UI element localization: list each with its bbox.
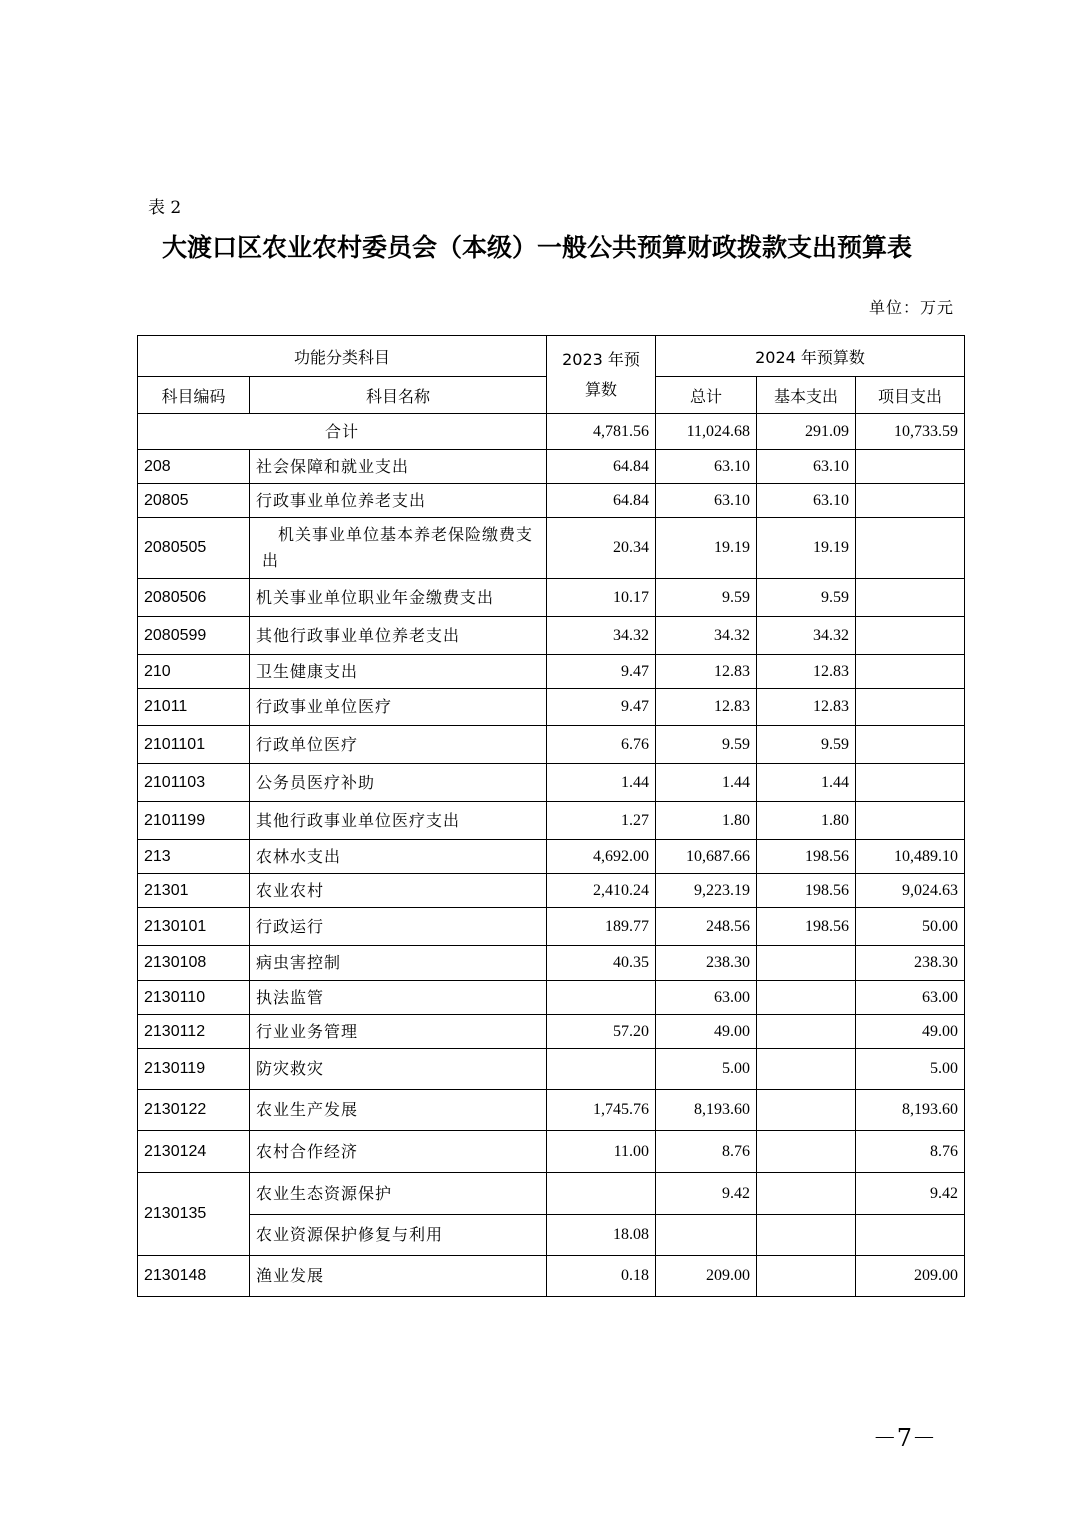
b2023-cell: 10.17 [547,579,656,617]
table-row [138,1090,965,1131]
code-cell: 2130124 [138,1131,250,1173]
table-row [138,874,965,908]
table-row [138,655,965,689]
table-row [138,908,965,946]
b2023-cell: 189.77 [547,908,656,946]
basic-cell: 198.56 [757,908,856,946]
code-cell: 2101101 [138,726,250,764]
table-row [138,840,965,874]
basic-cell: 1.80 [757,802,856,840]
project-cell: 238.30 [856,946,965,981]
b2023-cell: 20.34 [547,518,656,579]
b2023-cell: 64.84 [547,484,656,518]
code-cell: 2130108 [138,946,250,981]
project-cell: 63.00 [856,981,965,1015]
project-cell [856,802,965,840]
code-cell: 21011 [138,689,250,726]
name-cell: 行政事业单位养老支出 [250,484,547,518]
unit-label: 单位：万元 [868,298,954,317]
project-cell [856,579,965,617]
total-cell: 63.00 [656,981,757,1015]
page-title: 大渡口区农业农村委员会（本级）一般公共预算财政拨款支出预算表 [161,233,912,262]
project-cell [856,726,965,764]
name-cell: 行政运行 [250,908,547,946]
project-cell: 209.00 [856,1256,965,1297]
basic-cell: 12.83 [757,655,856,689]
basic-cell: 63.10 [757,450,856,484]
code-cell: 2130119 [138,1049,250,1090]
total-cell: 8,193.60 [656,1090,757,1131]
table-row [138,484,965,518]
project-cell: 5.00 [856,1049,965,1090]
name-cell: 农业资源保护修复与利用 [250,1215,547,1256]
page-number: －7－ [872,1424,936,1452]
name-cell: 机关事业单位基本养老保险缴费支出 [250,518,547,579]
total-header: 总计 [656,377,757,414]
b2023-cell [547,1173,656,1215]
basic-cell [757,1049,856,1090]
b2023-cell: 57.20 [547,1015,656,1049]
b2023-cell: 1,745.76 [547,1090,656,1131]
code-cell: 2130148 [138,1256,250,1297]
table-row [138,450,965,484]
name-cell: 防灾救灾 [250,1049,547,1090]
code-header: 科目编码 [138,377,250,414]
code-cell: 208 [138,450,250,484]
b2023-cell: 1.27 [547,802,656,840]
table-row [138,981,965,1015]
total-cell [656,1215,757,1256]
table-row [138,1049,965,1090]
table-row [138,617,965,655]
b2023-cell [547,981,656,1015]
b2023-cell: 9.47 [547,655,656,689]
basic-cell [757,1090,856,1131]
table-row [138,518,965,579]
b2023-cell: 6.76 [547,726,656,764]
name-cell: 行政单位医疗 [250,726,547,764]
total-cell: 5.00 [656,1049,757,1090]
b2023-cell: 2,410.24 [547,874,656,908]
project-cell [856,764,965,802]
project-cell [856,689,965,726]
basic-cell: 34.32 [757,617,856,655]
table-row [138,764,965,802]
code-cell: 210 [138,655,250,689]
b2023-cell: 40.35 [547,946,656,981]
basic-cell: 12.83 [757,689,856,726]
header-row-top [138,336,965,377]
basic-cell [757,1131,856,1173]
project-header: 项目支出 [856,377,965,414]
name-cell: 其他行政事业单位医疗支出 [250,802,547,840]
table-row [138,1015,965,1049]
total-cell: 34.32 [656,617,757,655]
total-2024-cell: 11,024.68 [656,414,757,450]
table-row [138,946,965,981]
name-cell: 病虫害控制 [250,946,547,981]
total-cell: 9.42 [656,1173,757,1215]
name-cell: 农业生态资源保护 [250,1173,547,1215]
total-basic-cell: 291.09 [757,414,856,450]
budget-2024-header: 2024 年预算数 [656,336,965,377]
b2023-cell: 64.84 [547,450,656,484]
basic-cell: 9.59 [757,579,856,617]
code-cell: 2130112 [138,1015,250,1049]
b2023-cell: 9.47 [547,689,656,726]
total-cell: 49.00 [656,1015,757,1049]
total-cell: 1.44 [656,764,757,802]
code-cell: 2080599 [138,617,250,655]
table-row [138,802,965,840]
total-label: 合计 [138,414,547,450]
b2023-cell: 1.44 [547,764,656,802]
b2023-cell: 4,692.00 [547,840,656,874]
name-cell: 渔业发展 [250,1256,547,1297]
basic-cell: 1.44 [757,764,856,802]
total-cell: 10,687.66 [656,840,757,874]
table-row [138,726,965,764]
total-cell: 209.00 [656,1256,757,1297]
code-cell: 2130101 [138,908,250,946]
total-cell: 12.83 [656,655,757,689]
budget-2023-header: 2023 年预算数 [547,336,656,414]
project-cell: 8,193.60 [856,1090,965,1131]
code-cell: 213 [138,840,250,874]
functional-category-header: 功能分类科目 [138,336,547,377]
table-row [138,1173,965,1215]
total-cell: 19.19 [656,518,757,579]
code-cell: 21301 [138,874,250,908]
code-cell: 2130110 [138,981,250,1015]
total-cell: 9,223.19 [656,874,757,908]
basic-cell: 63.10 [757,484,856,518]
project-cell: 9,024.63 [856,874,965,908]
b2023-cell: 0.18 [547,1256,656,1297]
project-cell: 50.00 [856,908,965,946]
b2023-cell: 11.00 [547,1131,656,1173]
code-cell: 2130135 [138,1173,250,1256]
name-cell: 行业业务管理 [250,1015,547,1049]
project-cell [856,484,965,518]
basic-cell [757,1215,856,1256]
project-cell: 49.00 [856,1015,965,1049]
total-2023-cell: 4,781.56 [547,414,656,450]
project-cell: 10,489.10 [856,840,965,874]
project-cell: 9.42 [856,1173,965,1215]
project-cell [856,1215,965,1256]
b2023-cell: 18.08 [547,1215,656,1256]
table-label: 表 2 [148,198,182,218]
basic-cell: 198.56 [757,840,856,874]
total-project-cell: 10,733.59 [856,414,965,450]
table-row [138,579,965,617]
total-cell: 248.56 [656,908,757,946]
code-cell: 2080506 [138,579,250,617]
total-cell: 8.76 [656,1131,757,1173]
table-row [138,1256,965,1297]
table-row [138,1131,965,1173]
name-cell: 行政事业单位医疗 [250,689,547,726]
code-cell: 2101199 [138,802,250,840]
basic-cell: 9.59 [757,726,856,764]
name-header: 科目名称 [250,377,547,414]
name-cell: 农村合作经济 [250,1131,547,1173]
name-cell: 卫生健康支出 [250,655,547,689]
name-cell: 社会保障和就业支出 [250,450,547,484]
table-row [138,689,965,726]
code-cell: 20805 [138,484,250,518]
total-cell: 63.10 [656,450,757,484]
total-cell: 1.80 [656,802,757,840]
project-cell [856,518,965,579]
code-cell: 2101103 [138,764,250,802]
total-row [138,414,965,450]
b2023-cell: 34.32 [547,617,656,655]
table-row [138,1215,965,1256]
basic-cell: 19.19 [757,518,856,579]
b2023-cell [547,1049,656,1090]
project-cell [856,450,965,484]
basic-cell [757,981,856,1015]
total-cell: 9.59 [656,726,757,764]
name-cell: 农业农村 [250,874,547,908]
name-cell: 机关事业单位职业年金缴费支出 [250,579,547,617]
total-cell: 9.59 [656,579,757,617]
total-cell: 238.30 [656,946,757,981]
basic-cell: 198.56 [757,874,856,908]
project-cell: 8.76 [856,1131,965,1173]
basic-header: 基本支出 [757,377,856,414]
name-cell: 其他行政事业单位养老支出 [250,617,547,655]
project-cell [856,617,965,655]
basic-cell [757,1256,856,1297]
basic-cell [757,946,856,981]
total-cell: 63.10 [656,484,757,518]
code-cell: 2130122 [138,1090,250,1131]
name-cell: 执法监管 [250,981,547,1015]
basic-cell [757,1173,856,1215]
total-cell: 12.83 [656,689,757,726]
name-cell: 农林水支出 [250,840,547,874]
project-cell [856,655,965,689]
name-cell: 农业生产发展 [250,1090,547,1131]
budget-table [137,335,965,1297]
name-cell: 公务员医疗补助 [250,764,547,802]
code-cell: 2080505 [138,518,250,579]
basic-cell [757,1015,856,1049]
